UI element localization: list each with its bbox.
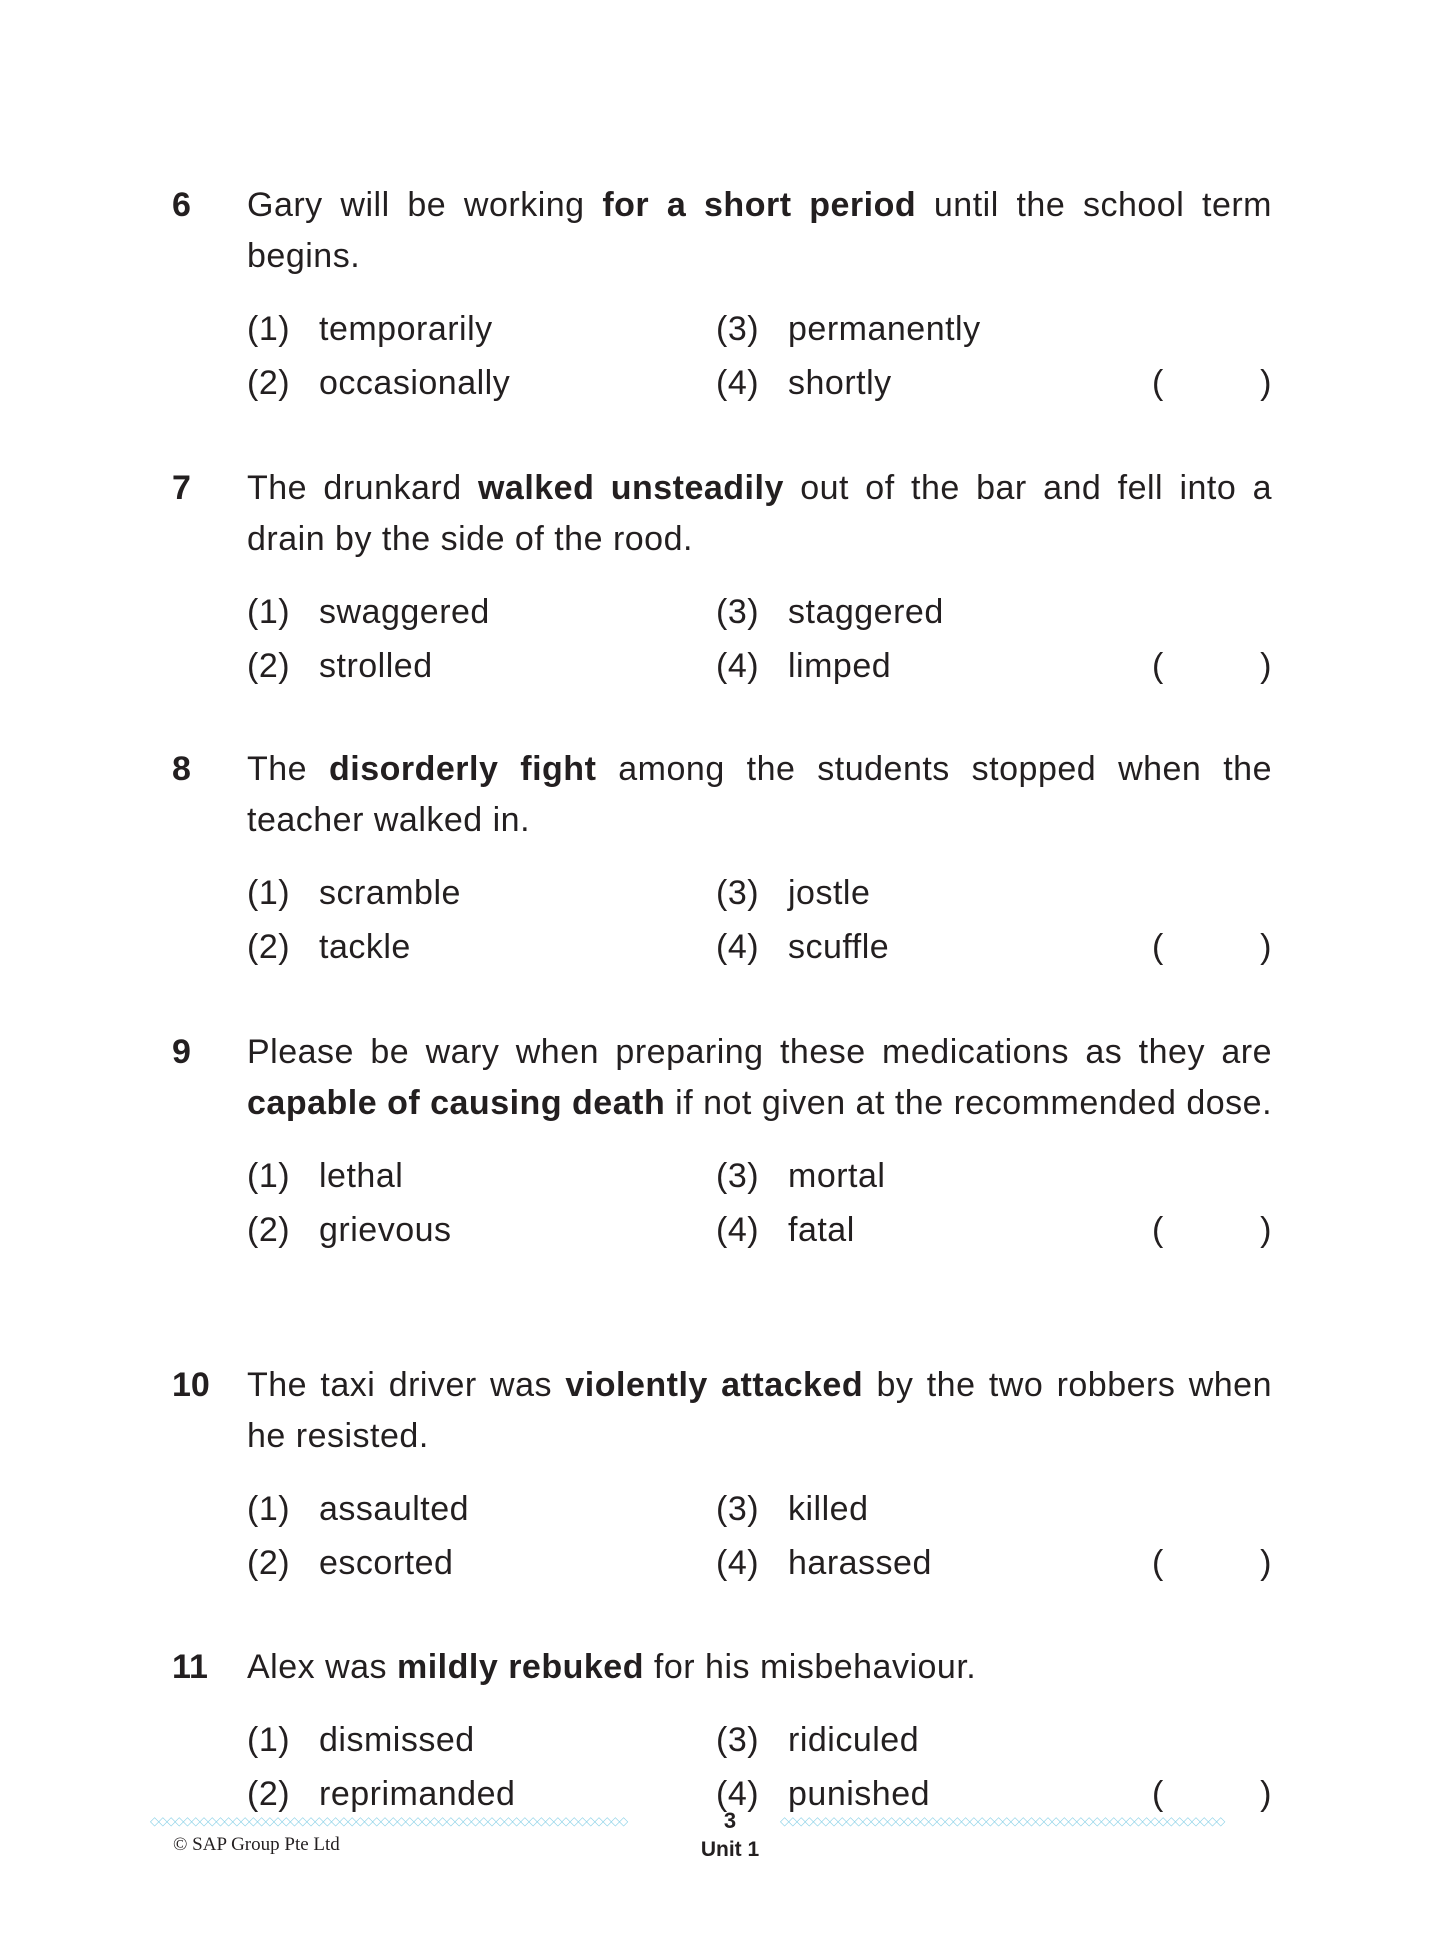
option-label: (1) xyxy=(247,1490,291,1528)
stem-text: for his misbehaviour. xyxy=(643,1648,977,1686)
option-label: (3) xyxy=(716,593,760,631)
options xyxy=(247,585,1272,693)
bracket-open: ( xyxy=(1152,928,1164,966)
option-text: killed xyxy=(788,1490,869,1528)
option-text: dismissed xyxy=(319,1721,475,1759)
option-4[interactable] xyxy=(716,920,889,974)
question-number: 6 xyxy=(172,186,191,224)
option-label: (4) xyxy=(716,928,760,966)
option-3[interactable] xyxy=(716,866,870,920)
option-text: strolled xyxy=(319,647,433,685)
option-2[interactable] xyxy=(247,1767,515,1821)
answer-bracket[interactable] xyxy=(1152,1203,1272,1257)
stem-text: The taxi driver was xyxy=(247,1366,566,1404)
stem-text: Gary will be working xyxy=(247,186,603,224)
bracket-close: ) xyxy=(1260,928,1272,966)
option-text: harassed xyxy=(788,1544,932,1582)
bracket-open: ( xyxy=(1152,364,1164,402)
answer-bracket[interactable] xyxy=(1152,1536,1272,1590)
option-1[interactable] xyxy=(247,1482,469,1536)
question-stem xyxy=(247,744,1272,846)
options xyxy=(247,1149,1272,1257)
question-number: 8 xyxy=(172,750,191,788)
question-stem xyxy=(247,463,1272,565)
question-number: 10 xyxy=(172,1366,210,1404)
answer-bracket[interactable] xyxy=(1152,356,1272,410)
option-label: (2) xyxy=(247,364,291,402)
bracket-open: ( xyxy=(1152,1544,1164,1582)
option-text: reprimanded xyxy=(319,1775,516,1813)
question-stem xyxy=(247,180,1272,282)
stem-text: among the students stopped when the teacher walked in. xyxy=(247,750,1272,839)
option-label: (4) xyxy=(716,1775,760,1813)
option-3[interactable] xyxy=(716,1149,885,1203)
option-label: (3) xyxy=(716,874,760,912)
highlighted-phrase: disorderly fight xyxy=(328,750,597,788)
question-11 xyxy=(172,1642,1272,1821)
option-text: swaggered xyxy=(319,593,490,631)
option-label: (1) xyxy=(247,1721,291,1759)
highlighted-phrase: capable of causing death xyxy=(247,1084,666,1122)
bracket-close: ) xyxy=(1260,1544,1272,1582)
option-4[interactable] xyxy=(716,356,892,410)
option-4[interactable] xyxy=(716,639,891,693)
question-stem xyxy=(247,1360,1272,1462)
option-3[interactable] xyxy=(716,302,981,356)
option-text: grievous xyxy=(319,1211,452,1249)
option-label: (3) xyxy=(716,1490,760,1528)
option-text: mortal xyxy=(788,1157,886,1195)
option-text: fatal xyxy=(788,1211,855,1249)
question-9 xyxy=(172,1027,1272,1257)
option-3[interactable] xyxy=(716,585,944,639)
option-4[interactable] xyxy=(716,1203,855,1257)
options xyxy=(247,1713,1272,1821)
question-6 xyxy=(172,180,1272,410)
option-label: (4) xyxy=(716,647,760,685)
highlighted-phrase: mildly rebuked xyxy=(397,1648,644,1686)
option-1[interactable] xyxy=(247,1149,403,1203)
option-label: (3) xyxy=(716,1157,760,1195)
bracket-close: ) xyxy=(1260,647,1272,685)
question-8 xyxy=(172,744,1272,974)
option-2[interactable] xyxy=(247,1203,452,1257)
option-label: (4) xyxy=(716,1544,760,1582)
question-number: 9 xyxy=(172,1033,191,1071)
bracket-open: ( xyxy=(1152,647,1164,685)
option-3[interactable] xyxy=(716,1482,868,1536)
option-text: tackle xyxy=(319,928,411,966)
question-stem xyxy=(247,1027,1272,1129)
option-text: ridiculed xyxy=(788,1721,920,1759)
options xyxy=(247,302,1272,410)
option-text: limped xyxy=(788,647,892,685)
option-2[interactable] xyxy=(247,920,411,974)
option-text: jostle xyxy=(788,874,871,912)
option-text: shortly xyxy=(788,364,892,402)
stem-text: The xyxy=(247,750,329,788)
option-4[interactable] xyxy=(716,1536,932,1590)
stem-text: Alex was xyxy=(247,1648,397,1686)
copyright: © SAP Group Pte Ltd xyxy=(173,1834,340,1855)
page-number: 3 xyxy=(723,1808,737,1833)
bracket-open: ( xyxy=(1152,1211,1164,1249)
option-text: assaulted xyxy=(319,1490,470,1528)
option-label: (2) xyxy=(247,928,291,966)
option-text: occasionally xyxy=(319,364,511,402)
question-stem xyxy=(247,1642,1272,1693)
option-label: (3) xyxy=(716,1721,760,1759)
option-label: (1) xyxy=(247,310,291,348)
footer-divider-right: ◇◇◇◇◇◇◇◇◇◇◇◇◇◇◇◇◇◇◇◇◇◇◇◇◇◇◇◇◇◇◇◇◇◇◇◇◇◇◇◇◇◇◇◇◇◇◇◇◇◇◇◇◇◇ xyxy=(780,1814,1225,1828)
bracket-close: ) xyxy=(1260,364,1272,402)
option-1[interactable] xyxy=(247,866,461,920)
option-label: (2) xyxy=(247,1544,291,1582)
option-label: (4) xyxy=(716,1211,760,1249)
footer-divider-left: ◇◇◇◇◇◇◇◇◇◇◇◇◇◇◇◇◇◇◇◇◇◇◇◇◇◇◇◇◇◇◇◇◇◇◇◇◇◇◇◇◇◇◇◇◇◇◇◇◇◇◇◇◇◇◇◇◇◇ xyxy=(150,1814,628,1828)
option-1[interactable] xyxy=(247,585,490,639)
option-label: (2) xyxy=(247,1211,291,1249)
question-7 xyxy=(172,463,1272,693)
option-text: staggered xyxy=(788,593,944,631)
stem-text: Please be wary when preparing these medications as they are xyxy=(247,1033,1272,1071)
option-2[interactable] xyxy=(247,1536,453,1590)
stem-text: out of the bar and fell into a drain by the side of the rood. xyxy=(247,469,1273,558)
answer-bracket[interactable] xyxy=(1152,1767,1272,1821)
option-label: (2) xyxy=(247,1775,291,1813)
options xyxy=(247,1482,1272,1590)
option-label: (4) xyxy=(716,364,760,402)
option-1[interactable] xyxy=(247,1713,475,1767)
stem-text: until the school term begins. xyxy=(247,186,1272,275)
option-label: (1) xyxy=(247,593,291,631)
stem-text: The drunkard xyxy=(247,469,478,507)
question-number: 11 xyxy=(172,1648,208,1686)
option-text: permanently xyxy=(788,310,981,348)
option-label: (2) xyxy=(247,647,291,685)
highlighted-phrase: for a short period xyxy=(602,186,917,224)
bracket-close: ) xyxy=(1260,1775,1272,1813)
option-3[interactable] xyxy=(716,1713,919,1767)
highlighted-phrase: violently attacked xyxy=(565,1366,864,1404)
stem-text: by the two robbers when he resisted. xyxy=(247,1366,1272,1455)
highlighted-phrase: walked unsteadily xyxy=(477,469,784,507)
option-2[interactable] xyxy=(247,356,510,410)
option-text: temporarily xyxy=(319,310,493,348)
answer-bracket[interactable] xyxy=(1152,920,1272,974)
question-number: 7 xyxy=(172,469,191,507)
bracket-open: ( xyxy=(1152,1775,1164,1813)
answer-bracket[interactable] xyxy=(1152,639,1272,693)
option-text: escorted xyxy=(319,1544,454,1582)
bracket-close: ) xyxy=(1260,1211,1272,1249)
option-text: scuffle xyxy=(788,928,890,966)
option-2[interactable] xyxy=(247,639,433,693)
option-label: (3) xyxy=(716,310,760,348)
option-text: lethal xyxy=(319,1157,404,1195)
option-text: punished xyxy=(788,1775,931,1813)
options xyxy=(247,866,1272,974)
option-label: (1) xyxy=(247,1157,291,1195)
unit-label: Unit 1 xyxy=(700,1838,760,1861)
question-10 xyxy=(172,1360,1272,1590)
option-text: scramble xyxy=(319,874,461,912)
option-label: (1) xyxy=(247,874,291,912)
option-1[interactable] xyxy=(247,302,493,356)
stem-text: if not given at the recommended dose. xyxy=(665,1084,1273,1122)
